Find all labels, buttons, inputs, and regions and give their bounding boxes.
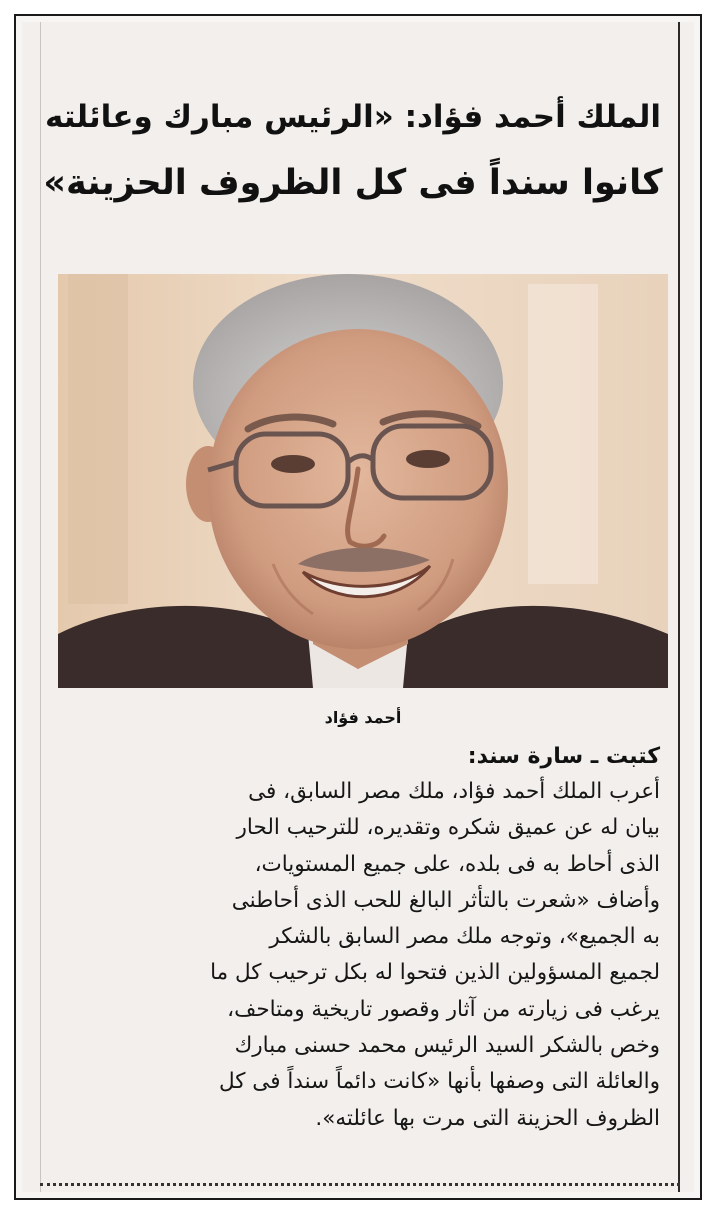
newsprint-page (22, 22, 694, 1192)
body-line: والعائلة التى وصفها بأنها «كانت دائماً سنداً فى كل (218, 1069, 660, 1095)
body-line: بيان له عن عميق شكره وتقديره، للترحيب الحار (236, 815, 660, 841)
newspaper-clipping (14, 14, 702, 1200)
body-line: الظروف الحزينة التى مرت بها عائلته». (315, 1105, 660, 1131)
left-eye (271, 455, 315, 473)
body-line: به الجميع»، وتوجه ملك مصر السابق بالشكر (269, 924, 660, 950)
article-body (58, 774, 660, 1137)
column-divider-left (40, 22, 41, 1192)
body-line: الذى أحاط به فى بلده، على جميع المستويات، (254, 851, 660, 877)
photo-caption: أحمد فؤاد (324, 708, 402, 727)
headline-line-1: الملك أحمد فؤاد: «الرئيس مبارك وعائلته (44, 99, 662, 135)
bottom-dotted-rule (40, 1183, 680, 1186)
body-line: وأضاف «شعرت بالتأثر البالغ للحب الذى أحاطنى (231, 887, 660, 913)
article-byline: كتبت ـ سارة سند: (467, 744, 660, 769)
headline-line-2: كانوا سنداً فى كل الظروف الحزينة» (43, 163, 663, 203)
body-line: لجميع المسؤولين الذين فتحوا له بكل ترحيب كل ما (210, 960, 660, 986)
body-line: يرغب فى زيارته من آثار وقصور تاريخية ومتاحف، (227, 996, 660, 1022)
body-line: وخص بالشكر السيد الرئيس محمد حسنى مبارك (234, 1033, 660, 1059)
body-line: أعرب الملك أحمد فؤاد، ملك مصر السابق، فى (248, 779, 660, 804)
face-shape (208, 329, 508, 649)
photo-wall-panel (528, 284, 598, 584)
right-eye (406, 450, 450, 468)
article-headline (42, 84, 664, 216)
article-photo (58, 274, 668, 688)
column-divider-right (678, 22, 680, 1192)
photo-wall-panel-left (68, 274, 128, 604)
